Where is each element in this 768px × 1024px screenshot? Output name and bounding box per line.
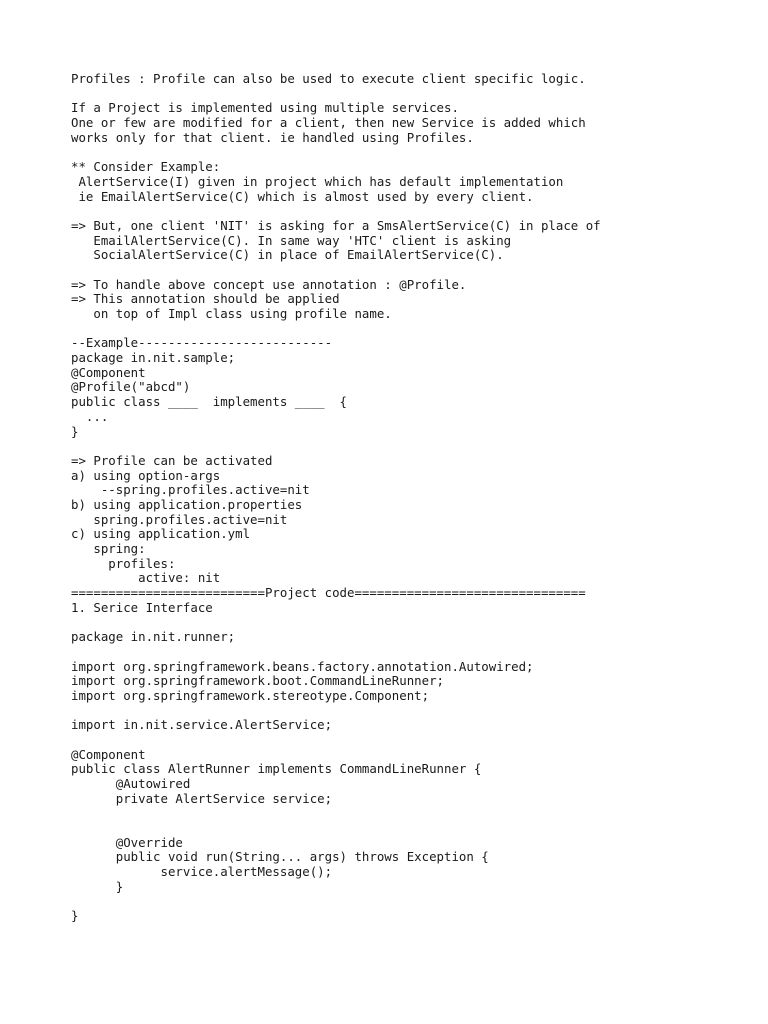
text-line: --spring.profiles.active=nit xyxy=(71,482,310,498)
text-line: ie EmailAlertService(C) which is almost used by every client. xyxy=(71,188,534,204)
text-line xyxy=(71,145,751,160)
text-line: active: nit xyxy=(71,570,221,586)
text-line: --Example-------------------------- xyxy=(71,335,333,351)
text-line: } xyxy=(71,878,124,894)
document-page xyxy=(71,72,751,924)
text-line xyxy=(71,87,751,102)
text-line: a) using option-args xyxy=(71,467,221,483)
text-line: SocialAlertService(C) in place of EmailAlertService(C). xyxy=(71,247,504,263)
text-line: spring.profiles.active=nit xyxy=(71,511,288,527)
text-line: private AlertService service; xyxy=(71,790,333,806)
text-line: AlertService(I) given in project which has default implementation xyxy=(71,173,564,189)
text-line: works only for that client. ie handled using Profiles. xyxy=(71,129,474,145)
text-line: spring: xyxy=(71,541,146,556)
text-line xyxy=(71,615,751,630)
text-line: 1. Serice Interface xyxy=(71,599,213,615)
text-line: import org.springframework.boot.CommandLineRunner; xyxy=(71,673,444,689)
text-line: public class ____ implements ____ { xyxy=(71,394,348,410)
text-line: package in.nit.runner; xyxy=(71,629,236,645)
text-line: One or few are modified for a client, then new Service is added which xyxy=(71,115,586,131)
text-line xyxy=(71,322,751,337)
text-line: package in.nit.sample; xyxy=(71,350,236,366)
text-line xyxy=(71,733,751,748)
text-line: import org.springframework.beans.factory.annotation.Autowired; xyxy=(71,658,534,674)
text-line: } xyxy=(71,908,79,924)
text-line: @Component xyxy=(71,364,146,380)
text-line: @Component xyxy=(71,746,146,762)
text-line xyxy=(71,645,751,660)
text-line: import in.nit.service.AlertService; xyxy=(71,717,333,733)
text-line: @Override xyxy=(71,834,183,850)
text-line xyxy=(71,704,751,719)
text-line xyxy=(71,806,751,821)
text-line xyxy=(71,204,751,219)
text-line: EmailAlertService(C). In same way 'HTC' client is asking xyxy=(71,232,512,248)
text-line: service.alertMessage(); xyxy=(71,864,333,880)
text-line: => Profile can be activated xyxy=(71,452,273,468)
text-line: Profiles : Profile can also be used to execute client specific logic. xyxy=(71,71,586,86)
text-line: @Autowired xyxy=(71,776,191,791)
text-line: b) using application.properties xyxy=(71,496,303,512)
text-line: import org.springframework.stereotype.Component; xyxy=(71,687,430,703)
text-line: ==========================Project code=============================== xyxy=(71,585,586,601)
text-line xyxy=(71,895,751,910)
text-line: profiles: xyxy=(71,555,176,571)
text-line: => But, one client 'NIT' is asking for a SmsAlertService(C) in place of xyxy=(71,217,601,233)
text-line xyxy=(71,263,751,278)
text-line: public void run(String... args) throws Exception { xyxy=(71,849,489,865)
text-line: => To handle above concept use annotation : @Profile. xyxy=(71,276,467,292)
text-line: ... xyxy=(71,408,109,424)
text-line: } xyxy=(71,423,79,439)
text-line: => This annotation should be applied xyxy=(71,291,340,307)
text-line: @Profile("abcd") xyxy=(71,379,191,395)
text-line: public class AlertRunner implements CommandLineRunner { xyxy=(71,761,482,777)
text-line xyxy=(71,821,751,836)
text-line: on top of Impl class using profile name. xyxy=(71,306,392,321)
text-line: ** Consider Example: xyxy=(71,159,221,175)
text-line: c) using application.yml xyxy=(71,526,251,542)
text-line xyxy=(71,439,751,454)
text-line: If a Project is implemented using multiple services. xyxy=(71,100,459,116)
